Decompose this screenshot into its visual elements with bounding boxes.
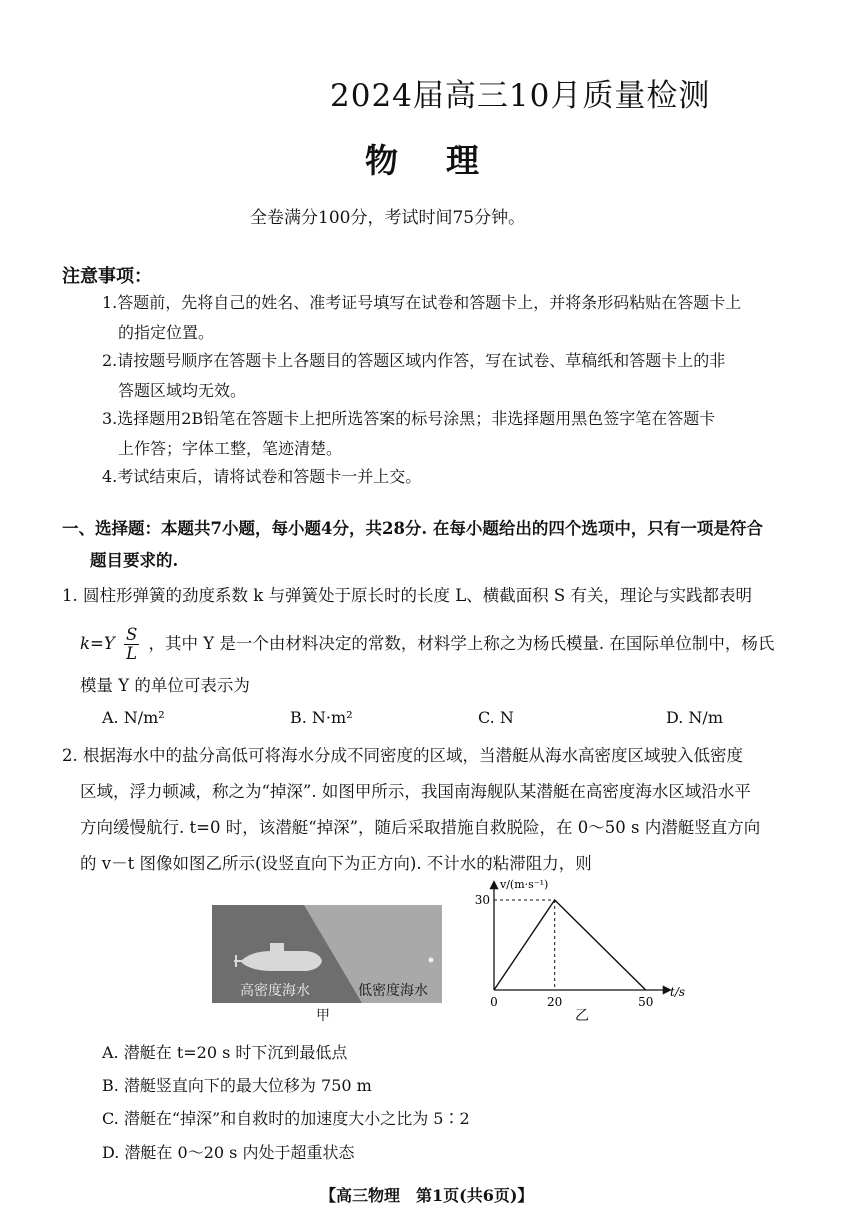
question-line: 的 v－t 图像如图乙所示(设竖直向下为正方向). 不计水的粘滞阻力，则 bbox=[80, 854, 592, 873]
notice-line: 3.选择题用2B铅笔在答题卡上把所选答案的标号涂黑；非选择题用黑色签字笔在答题卡 bbox=[102, 409, 716, 428]
question-1 bbox=[62, 578, 832, 614]
y-axis-label: v/(m·s⁻¹) bbox=[500, 878, 549, 891]
option-d: D. 潜艇在 0～20 s 内处于超重状态 bbox=[102, 1143, 355, 1162]
submarine-figure bbox=[212, 905, 442, 1003]
question-line: 2. 根据海水中的盐分高低可将海水分成不同密度的区域，当潜艇从海水高密度区域驶入低密度 bbox=[62, 746, 743, 765]
section-line: 一、选择题：本题共7小题，每小题4分，共28分. 在每小题给出的四个选项中，只有一项是符合 bbox=[62, 519, 763, 538]
formula-fraction bbox=[124, 626, 139, 663]
option-a: A. N/m² bbox=[102, 708, 165, 727]
option-a: A. 潜艇在 t=20 s 时下沉到最低点 bbox=[102, 1043, 348, 1062]
formula-lhs: k=Y bbox=[80, 634, 115, 653]
fraction-denominator: L bbox=[126, 644, 138, 663]
question-line: 方向缓慢航行. t=0 时，该潜艇“掉深”，随后采取措施自救脱险，在 0～50 s 内潜艇竖直方向 bbox=[80, 818, 761, 837]
figure-jia-caption: 甲 bbox=[316, 1008, 330, 1024]
notice-item bbox=[102, 462, 822, 492]
notice-line: 答题区域均无效。 bbox=[118, 381, 247, 400]
subject-title: 物理 bbox=[365, 141, 527, 180]
notice-item bbox=[102, 404, 822, 464]
notice-line: 上作答；字体工整，笔迹清楚。 bbox=[118, 439, 343, 458]
option-b: B. N·m² bbox=[290, 708, 353, 727]
x-tick-label: 50 bbox=[638, 995, 654, 1009]
marker-dot bbox=[429, 958, 434, 963]
exam-title: 2024届高三10月质量检测 bbox=[330, 78, 711, 114]
option-c: C. 潜艇在“掉深”和自救时的加速度大小之比为 5∶2 bbox=[102, 1109, 470, 1128]
high-density-label: 高密度海水 bbox=[240, 983, 310, 999]
question-2 bbox=[62, 738, 832, 882]
x-tick-label: 20 bbox=[547, 995, 563, 1009]
low-density-label: 低密度海水 bbox=[358, 983, 428, 999]
page-footer: 【高三物理 第1页(共6页)】 bbox=[320, 1186, 534, 1205]
notice-line: 4.考试结束后，请将试卷和答题卡一并上交。 bbox=[102, 467, 422, 486]
notice-item bbox=[102, 288, 822, 348]
notice-line: 的指定位置。 bbox=[118, 323, 215, 342]
y-tick-label: 30 bbox=[474, 893, 490, 907]
vt-graph bbox=[470, 872, 690, 1022]
x-tick-label: 0 bbox=[490, 995, 498, 1009]
section-line: 题目要求的. bbox=[90, 551, 179, 570]
question-1-formula-line bbox=[62, 626, 832, 663]
notice-item bbox=[102, 346, 822, 406]
section-heading bbox=[62, 513, 832, 577]
notice-line: 2.请按题号顺序在答题卡上各题目的答题区域内作答，写在试卷、草稿纸和答题卡上的非 bbox=[102, 351, 726, 370]
figure-yi-caption: 乙 bbox=[575, 1008, 589, 1024]
x-axis-label: t/s bbox=[670, 985, 686, 999]
question-line: ，其中 Y 是一个由材料决定的常数，材料学上称之为杨氏模量. 在国际单位制中，杨氏 bbox=[148, 634, 775, 653]
question-line: 1. 圆柱形弹簧的劲度系数 k 与弹簧处于原长时的长度 L、横截面积 S 有关，理论与实践都表明 bbox=[62, 586, 752, 605]
option-b: B. 潜艇竖直向下的最大位移为 750 m bbox=[102, 1076, 372, 1095]
exam-info: 全卷满分100分，考试时间75分钟。 bbox=[250, 208, 526, 228]
question-line: 区域，浮力顿减，称之为“掉深”. 如图甲所示，我国南海舰队某潜艇在高密度海水区域沿水平 bbox=[80, 782, 751, 801]
velocity-series-line bbox=[494, 900, 646, 990]
notice-heading: 注意事项： bbox=[62, 266, 152, 287]
option-d: D. N/m bbox=[666, 708, 723, 727]
question-line: 模量 Y 的单位可表示为 bbox=[80, 676, 250, 695]
option-c: C. N bbox=[478, 708, 514, 727]
question-1-line3 bbox=[62, 668, 832, 704]
fraction-numerator: S bbox=[125, 625, 138, 644]
notice-line: 1.答题前，先将自己的姓名、准考证号填写在试卷和答题卡上，并将条形码粘贴在答题卡上 bbox=[102, 293, 742, 312]
